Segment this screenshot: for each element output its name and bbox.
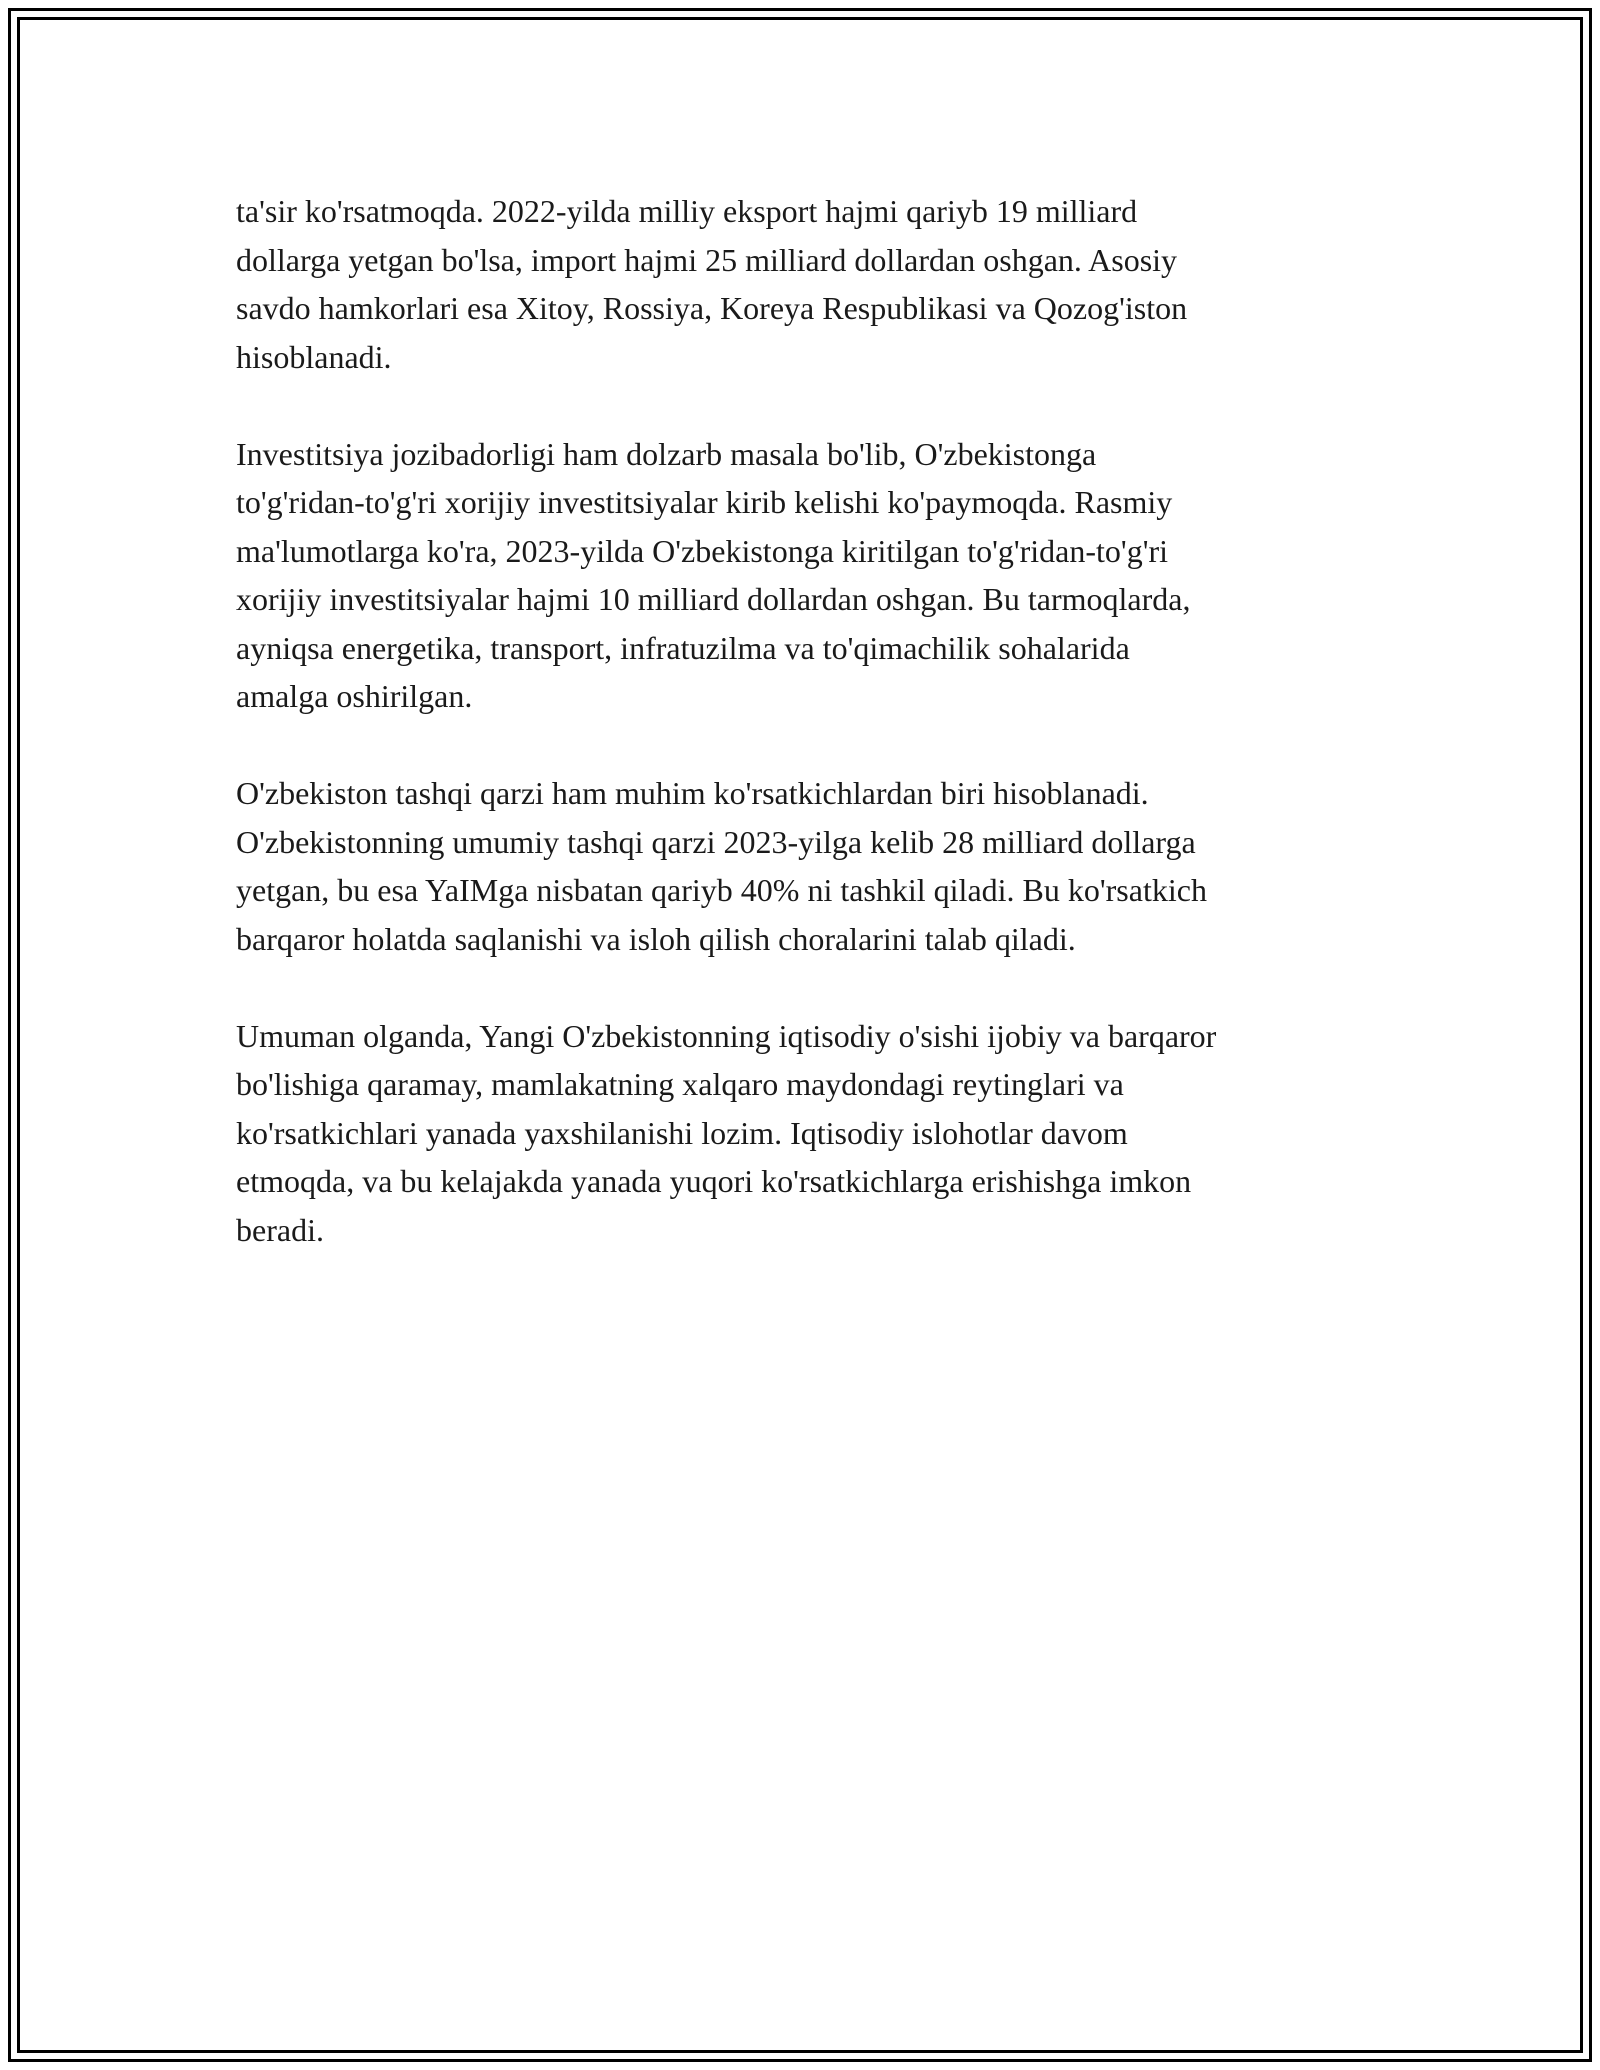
text-line: Investitsiya jozibadorligi ham dolzarb masala bo'lib, O'zbekistonga [236,435,1097,472]
text-line: ko'rsatkichlari yanada yaxshilanishi lozim. Iqtisodiy islohotlar davom [236,1114,1128,1151]
text-line: barqaror holatda saqlanishi va isloh qilish choralarini talab qiladi. [236,920,1076,957]
text-line: yetgan, bu esa YaIMga nisbatan qariyb 40% ni tashkil qiladi. Bu ko'rsatkich [236,872,1207,908]
text-line: bo'lishiga qaramay, mamlakatning xalqaro maydondagi reytinglari va [236,1066,1124,1102]
paragraph-trade [236,187,1376,381]
paragraph-external-debt [236,769,1376,963]
text-line: xorijiy investitsiyalar hajmi 10 milliard dollardan oshgan. Bu tarmoqlarda, [236,581,1191,617]
paragraph-investment [236,430,1376,721]
text-line: ta'sir ko'rsatmoqda. 2022-yilda milliy eksport hajmi qariyb 19 milliard [236,193,1138,229]
text-line: to'g'ridan-to'g'ri xorijiy investitsiyalar kirib kelishi ko'paymoqda. Rasmiy [236,484,1173,520]
text-line: dollarga yetgan bo'lsa, import hajmi 25 milliard dollardan oshgan. Asosiy [236,241,1178,278]
paragraph-conclusion [236,1012,1376,1255]
text-line: beradi. [236,1211,324,1248]
text-line: O'zbekiston tashqi qarzi ham muhim ko'rsatkichlardan biri hisoblanadi. [236,775,1149,811]
text-line: amalga oshirilgan. [236,678,473,714]
text-line: etmoqda, va bu kelajakda yanada yuqori ko'rsatkichlarga erishishga imkon [236,1163,1192,1199]
text-line: hisoblanadi. [236,338,392,375]
text-line: ma'lumotlarga ko'ra, 2023-yilda O'zbekistonga kiritilgan to'g'ridan-to'g'ri [236,532,1168,569]
text-line: Umuman olganda, Yangi O'zbekistonning iqtisodiy o'sishi ijobiy va barqaror [236,1017,1217,1054]
text-line: savdo hamkorlari esa Xitoy, Rossiya, Koreya Respublikasi va Qozog'iston [236,290,1188,326]
document-body [236,187,1376,1303]
text-line: ayniqsa energetika, transport, infratuzilma va to'qimachilik sohalarida [236,629,1130,666]
text-line: O'zbekistonning umumiy tashqi qarzi 2023-yilga kelib 28 milliard dollarga [236,823,1196,860]
